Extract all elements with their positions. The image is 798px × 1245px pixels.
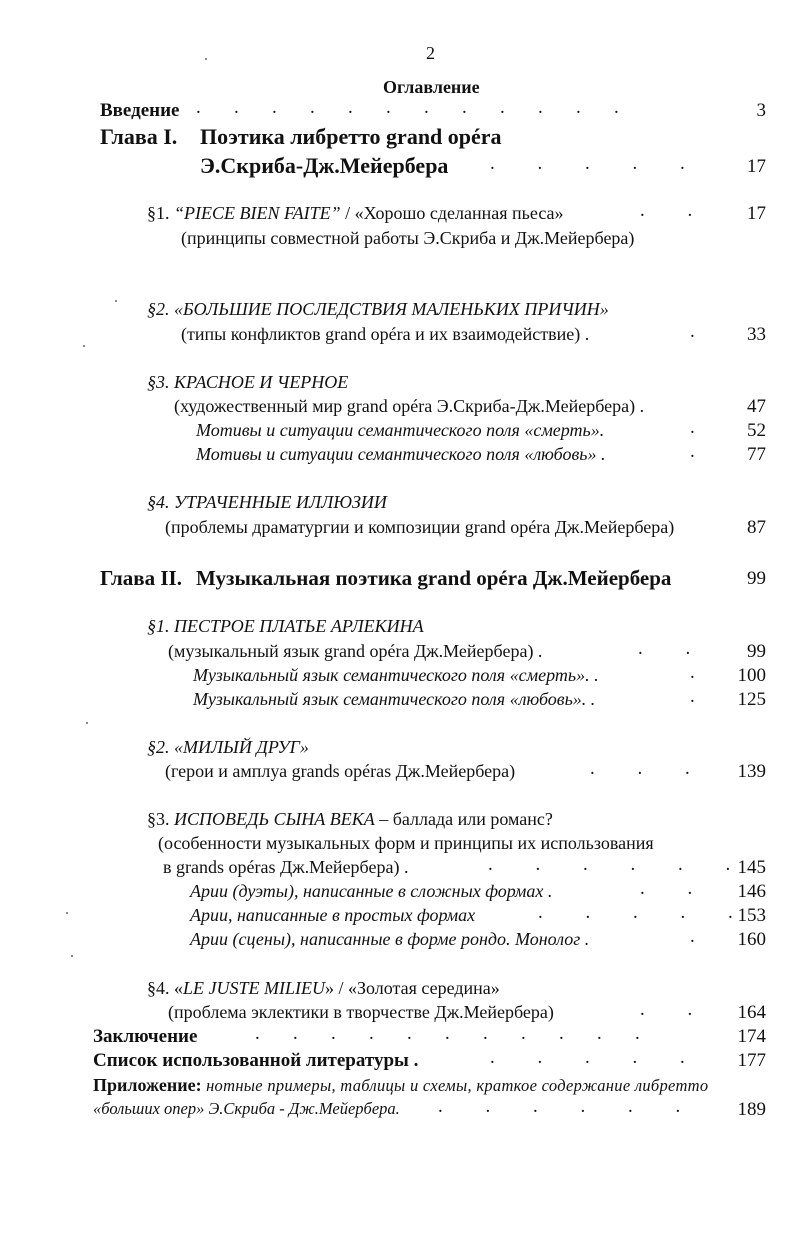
section-title-italic: “PIECE BIEN FAITE” (174, 203, 341, 223)
section-1-sub: (принципы совместной работы Э.Скриба и Дж.Мейербера) (181, 228, 635, 248)
scan-speck (66, 912, 68, 914)
dot-leader: . . . . . . . . . . . (255, 1023, 640, 1044)
section-4-title (147, 979, 500, 997)
chapter-title: Музыкальная поэтика grand opéra Дж.Мейербера (196, 566, 672, 590)
section-4-sub: (проблемы драматургии и композиции grand opéra Дж.Мейербера) (165, 517, 675, 537)
section-num: §3. (147, 809, 174, 829)
dot-leader: . (690, 686, 695, 707)
section-2-sub: (герои и амплуа grands opéras Дж.Мейербера) (165, 761, 516, 781)
section-2-title: §2. «БОЛЬШИЕ ПОСЛЕДСТВИЯ МАЛЕНЬКИХ ПРИЧИН» (147, 299, 609, 319)
page-ref: 145 (737, 857, 766, 878)
section-num: §4. « (147, 978, 183, 998)
bibliography-dot: . (408, 1050, 419, 1071)
chapter-label: Глава II. (100, 566, 182, 590)
section-3-title: §3. КРАСНОЕ И ЧЕРНОЕ (147, 372, 349, 392)
chapter-title-cont: Э.Скриба-Дж.Мейербера (200, 153, 449, 178)
section-title-italic: LE JUSTE MILIEU (183, 978, 325, 998)
page-ref: 160 (737, 929, 766, 950)
dot-leader: . . (640, 999, 693, 1020)
dot-leader: . . (640, 878, 693, 899)
entry-label: Заключение (93, 1026, 198, 1047)
chapter-label: Глава I. (100, 124, 178, 149)
dot-leader: . . . . . (490, 1047, 685, 1068)
dot-leader: . (690, 926, 695, 947)
page-ref: 99 (747, 641, 766, 662)
section-4-title: §4. УТРАЧЕННЫЕ ИЛЛЮЗИИ (147, 492, 387, 512)
section-1-sub: (музыкальный язык grand opéra Дж.Мейербера) . (168, 641, 543, 661)
appendix-line-1 (93, 1076, 708, 1095)
subitem-text: Арии, написанные в простых формах (190, 905, 476, 925)
dot-leader: . (690, 321, 695, 342)
page-ref: 3 (756, 100, 766, 121)
subitem-text: Арии (сцены), написанные в форме рондо. Монолог . (190, 929, 590, 949)
dot-leader: . (690, 662, 695, 683)
scan-speck (71, 955, 73, 957)
section-3-sub: (особенности музыкальных форм и принципы их использования (158, 833, 654, 853)
toc-title: Оглавление (383, 77, 480, 97)
scan-speck (205, 58, 207, 60)
section-3-sub-cont: в grands opéras Дж.Мейербера) . (163, 857, 409, 877)
dot-leader: . . . . . . (438, 1096, 681, 1117)
section-2-title: §2. «МИЛЫЙ ДРУГ» (147, 737, 309, 757)
section-title-rest: / «Хорошо сделанная пьеса» (340, 203, 564, 223)
entry-label (93, 1051, 418, 1070)
page-ref: 52 (747, 420, 766, 441)
subitem-text: Арии (дуэты), написанные в сложных формах . (190, 881, 553, 901)
page-ref: 174 (737, 1026, 766, 1047)
page-ref: 164 (737, 1002, 766, 1023)
page-ref: 17 (747, 203, 766, 224)
page-ref: 139 (737, 761, 766, 782)
page-ref: 47 (747, 396, 766, 417)
scan-speck (86, 722, 88, 724)
section-num: §1. (147, 203, 174, 223)
subitem-text: Музыкальный язык семантического поля «любовь». . (193, 689, 596, 709)
dot-leader: . . . . . . . . . . . . (196, 97, 619, 118)
dot-leader: . (690, 441, 695, 462)
dot-leader: . . . . . . (488, 854, 731, 875)
section-title-italic: ИСПОВЕДЬ СЫНА ВЕКА (174, 809, 375, 829)
section-3-title (147, 810, 553, 828)
dot-leader: . (690, 417, 695, 438)
dot-leader: . . . . . (538, 902, 733, 923)
dot-leader: . . . . . (490, 153, 685, 174)
section-1-title (147, 204, 564, 222)
page-ref: 177 (737, 1050, 766, 1071)
page-ref: 33 (747, 324, 766, 345)
section-title-rest: » / «Золотая середина» (325, 978, 500, 998)
appendix-label: Приложение: (93, 1075, 202, 1095)
subitem-text: Мотивы и ситуации семантического поля «смерть». (196, 420, 605, 440)
subitem-text: Музыкальный язык семантического поля «смерть». . (193, 665, 599, 685)
section-title-rest: – баллада или романс? (374, 809, 553, 829)
appendix-text: нотные примеры, таблицы и схемы, краткое содержание либретто (206, 1076, 709, 1095)
dot-leader: . . (638, 638, 691, 659)
entry-label: Введение (100, 100, 180, 121)
section-4-sub: (проблема эклектики в творчестве Дж.Мейербера) (168, 1002, 554, 1022)
scan-speck (83, 345, 85, 347)
page-ref: 125 (737, 689, 766, 710)
page-ref: 87 (747, 517, 766, 538)
page-ref: 153 (737, 905, 766, 926)
page-ref: 189 (737, 1099, 766, 1120)
dot-leader: . . (640, 200, 693, 221)
bibliography-label: Список использованной литературы (93, 1050, 409, 1071)
section-3-sub: (художественный мир grand opéra Э.Скриба-Дж.Мейербера) . (174, 396, 645, 416)
dot-leader: . . . (590, 758, 690, 779)
chapter-title: Поэтика либретто grand opéra (200, 124, 502, 149)
page-number: 2 (426, 43, 435, 63)
page-ref: 146 (737, 881, 766, 902)
section-1-title: §1. ПЕСТРОЕ ПЛАТЬЕ АРЛЕКИНА (147, 616, 424, 636)
appendix-line-2: «больших опер» Э.Скриба - Дж.Мейербера. (93, 1099, 400, 1118)
section-2-sub: (типы конфликтов grand opéra и их взаимодействие) . (181, 324, 590, 344)
page-ref: 77 (747, 444, 766, 465)
page-ref: 99 (747, 568, 766, 589)
page-ref: 100 (737, 665, 766, 686)
scan-speck (115, 300, 117, 302)
subitem-text: Мотивы и ситуации семантического поля «любовь» . (196, 444, 606, 464)
page-ref: 17 (747, 156, 766, 177)
